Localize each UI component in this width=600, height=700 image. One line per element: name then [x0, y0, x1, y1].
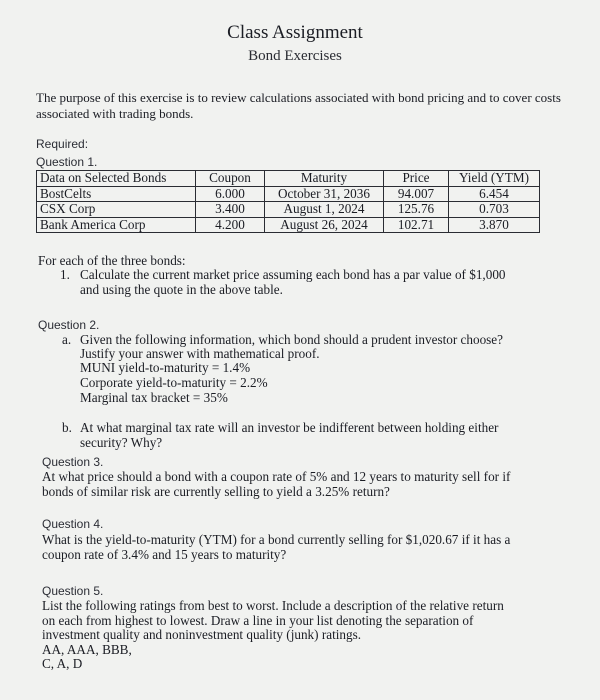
- table-cell: 6.000: [196, 186, 265, 202]
- q2b-marker: b.: [62, 420, 72, 435]
- q2a-text-line: Justify your answer with mathematical proof.: [80, 346, 320, 361]
- table-header-row: [37, 171, 540, 187]
- page-title: Class Assignment: [227, 22, 363, 43]
- q1-item-number: 1.: [60, 267, 70, 282]
- table-cell: 125.76: [384, 202, 449, 218]
- q2a-marker: a.: [62, 332, 72, 347]
- question-5-label: Question 5.: [42, 584, 104, 598]
- q4-text-line: coupon rate of 3.4% and 15 years to maturity?: [42, 547, 287, 562]
- table-header-cell: Maturity: [265, 171, 384, 187]
- question-1-label: Question 1.: [36, 155, 98, 169]
- bond-data-table: [36, 170, 540, 233]
- for-each-heading: For each of the three bonds:: [38, 253, 186, 268]
- question-2-label: Question 2.: [38, 318, 100, 332]
- ratings-list-line: C, A, D: [42, 656, 83, 671]
- corporate-ytm: Corporate yield-to-maturity = 2.2%: [80, 375, 268, 390]
- q1-item-text-line: Calculate the current market price assuming each bond has a par value of $1,000: [80, 267, 506, 282]
- q1-item-text-line: and using the quote in the above table.: [80, 282, 283, 297]
- table-header-cell: Coupon: [196, 171, 265, 187]
- table-cell: 102.71: [384, 217, 449, 233]
- q3-text-line: bonds of similar risk are currently selling to yield a 3.25% return?: [42, 484, 390, 499]
- marginal-tax-bracket: Marginal tax bracket = 35%: [80, 390, 228, 405]
- q2b-text-line: security? Why?: [80, 435, 163, 450]
- table-cell: 0.703: [449, 202, 540, 218]
- required-label: Required:: [36, 137, 89, 151]
- table-header-cell: Data on Selected Bonds: [37, 171, 196, 187]
- table-cell: 6.454: [449, 186, 540, 202]
- ratings-list-line: AA, AAA, BBB,: [42, 642, 132, 657]
- q5-text-line: investment quality and noninvestment quality (junk) ratings.: [42, 627, 362, 642]
- table-cell: 3.400: [196, 202, 265, 218]
- muni-ytm: MUNI yield-to-maturity = 1.4%: [80, 360, 251, 375]
- table-header-cell: Yield (YTM): [449, 171, 540, 187]
- question-3-label: Question 3.: [42, 455, 104, 469]
- table-row: [37, 186, 540, 202]
- table-cell: 3.870: [449, 217, 540, 233]
- table-header-cell: Price: [384, 171, 449, 187]
- table-row: [37, 217, 540, 233]
- table-cell: October 31, 2036: [265, 186, 384, 202]
- page-subtitle: Bond Exercises: [248, 48, 342, 64]
- q2a-text-line: Given the following information, which bond should a prudent investor choose?: [80, 332, 504, 347]
- q5-text-line: List the following ratings from best to worst. Include a description of the relative return: [42, 598, 504, 613]
- question-4-label: Question 4.: [42, 517, 104, 531]
- q3-text-line: At what price should a bond with a coupon rate of 5% and 12 years to maturity sell for if: [42, 469, 511, 484]
- table-cell: CSX Corp: [37, 202, 196, 218]
- table-cell: August 26, 2024: [265, 217, 384, 233]
- table-row: [37, 202, 540, 218]
- table-cell: Bank America Corp: [37, 217, 196, 233]
- q4-text-line: What is the yield-to-maturity (YTM) for a bond currently selling for $1,020.67 if it has a: [42, 532, 511, 547]
- table-cell: 4.200: [196, 217, 265, 233]
- table-cell: 94.007: [384, 186, 449, 202]
- table-cell: August 1, 2024: [265, 202, 384, 218]
- q2b-text-line: At what marginal tax rate will an investor be indifferent between holding either: [80, 420, 499, 435]
- intro-paragraph: The purpose of this exercise is to review calculations associated with bond pricing and to cover costs associated with trading bonds.: [36, 90, 561, 121]
- table-cell: BostCelts: [37, 186, 196, 202]
- q5-text-line: on each from highest to lowest. Draw a line in your list denoting the separation of: [42, 613, 474, 628]
